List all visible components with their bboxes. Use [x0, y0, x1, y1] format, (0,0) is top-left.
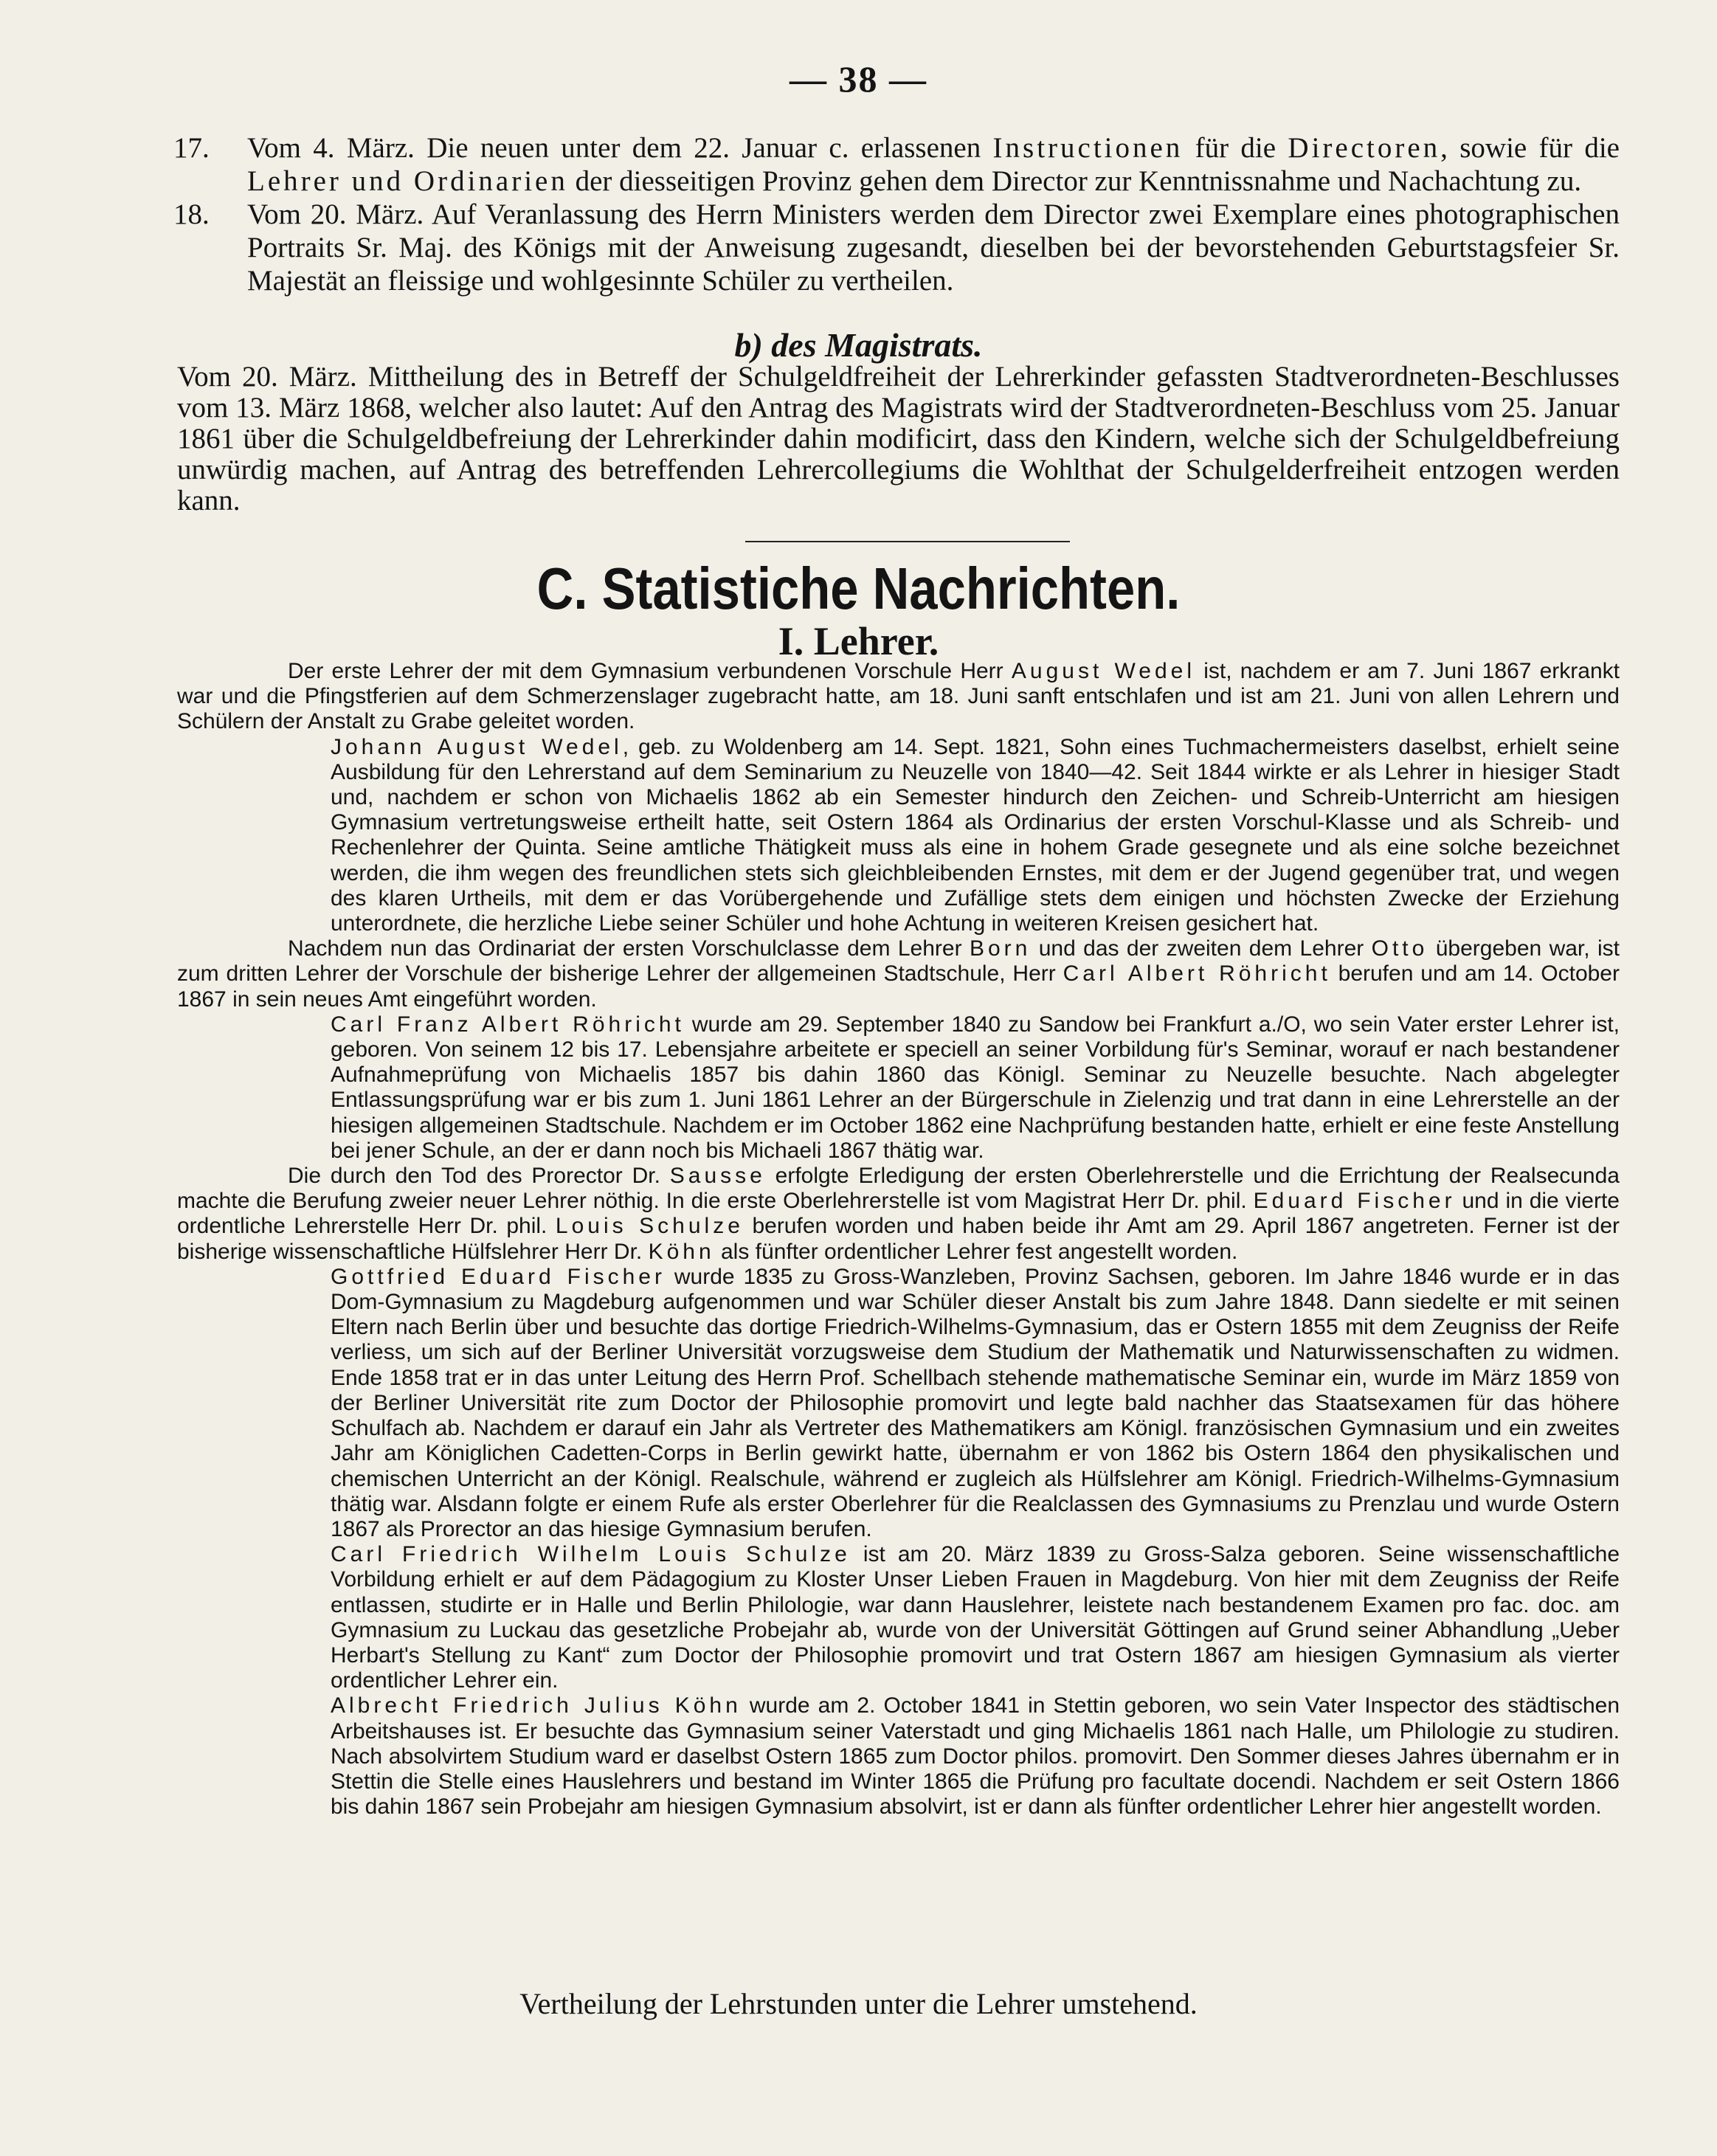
person-name: Born — [969, 936, 1032, 961]
paragraph: Die durch den Tod des Prorector Dr. Sausse erfolgte Erledigung der ersten Oberlehrerstelle und die Errichtung der Realsecunda machte die Berufung zweier neuer Lehrer nöthig. In die erste Oberlehrerstelle ist vom Magistrat Herr Dr. phil. Eduard Fischer und in die vierte ordentliche Lehrerstelle Herr Dr. phil. Louis Schulze berufen worden und haben beide ihr Amt am 29. April 1867 angetreten. Ferner ist der bisherige wissenschaftliche Hülfslehrer Herr Dr. Köhn als fünfter ordentlicher Lehrer fest angestellt worden. — [177, 1164, 1620, 1264]
person-name: Carl Albert Röhricht — [1063, 961, 1331, 987]
item-text: Vom 20. März. Auf Veranlassung des Herrn Ministers werden dem Director zwei Exemplare eines photographischen Portraits Sr. Maj. des Königs mit der Anweisung zugesandt, dieselben bei der bevorstehenden Geburtstagsfeier Sr. Majestät an fleissige und wohlgesinnte Schüler zu vertheilen. — [247, 198, 1620, 297]
paragraph: Carl Friedrich Wilhelm Louis Schulze ist am 20. März 1839 zu Gross-Salza geboren. Seine wissenschaftliche Vorbildung erhielt er auf dem Pädagogium zu Kloster Unser Lieben Frauen in Magdeburg. Von hier mit dem Zeugniss der Reife entlassen, studirte er in Halle und Berlin Philologie, war dann Hauslehrer, leistete nach bestandenem Examen pro fac. doc. am Gymnasium zu Luckau das gesetzliche Probejahr ab, wurde von der Universität Göttingen auf Grund seiner Abhandlung „Ueber Herbart's Stellung zu Kant“ zum Doctor der Philosophie promovirt und trat Ostern 1867 am hiesigen Gymnasium als vierter ordentlicher Lehrer ein. — [331, 1542, 1620, 1693]
subsection-heading: I. Lehrer. — [778, 619, 939, 663]
person-name: August Wedel — [1011, 659, 1195, 683]
person-name: Otto — [1371, 936, 1428, 961]
person-name: Albrecht Friedrich Julius Köhn — [331, 1693, 742, 1718]
footer-note: Vertheilung der Lehrstunden unter die Lehrer umstehend. — [519, 1987, 1198, 2020]
person-name: Carl Franz Albert Röhricht — [331, 1012, 685, 1037]
person-name: Johann August Wedel — [331, 734, 623, 759]
item-number: 18. — [173, 198, 210, 230]
paragraph: Nachdem nun das Ordinariat der ersten Vorschulclasse dem Lehrer Born und das der zweiten dem Lehrer Otto übergeben war, ist zum dritten Lehrer der Vorschule der bisherige Lehrer der allgemeinen Stadtschule, Herr Carl Albert Röhricht berufen und am 14. October 1867 in sein neues Amt eingeführt worden. — [177, 936, 1620, 1012]
section-b-text: Vom 20. März. Mittheilung des in Betreff der Schulgeldfreiheit der Lehrerkinder gefassten Stadtverordneten-Beschlusses vom 13. März 1868, welcher also lautet: Auf den Antrag des Magistrats wird der Stadtverordneten-Beschluss vom 25. Januar 1861 über die Schulgeldbefreiung der Lehrerkinder dahin modificirt, dass den Kindern, welche sich der Schulgeldbefreiung unwürdig machen, auf Antrag des betreffenden Lehrercollegiums die Wohlthat der Schulgelderfreiheit entzogen werden kann. — [177, 361, 1620, 516]
item-number: 17. — [173, 132, 210, 164]
section-a-list — [173, 131, 1620, 297]
divider-rule — [745, 541, 1070, 542]
paragraph: Carl Franz Albert Röhricht wurde am 29. September 1840 zu Sandow bei Frankfurt a./O, wo sein Vater erster Lehrer ist, geboren. Von seinem 12 bis 17. Lebensjahre arbeitete er speciell an seiner Vorbildung für's Seminar, worauf er nach bestandener Aufnahmeprüfung von Michaelis 1857 bis dahin 1860 das Königl. Seminar zu Neuzelle besuchte. Nach abgelegter Entlassungsprüfung war er bis zum 1. Juni 1861 Lehrer an der Bürgerschule in Zielenzig und trat dann in eine Lehrerstelle an der hiesigen allgemeinen Stadtschule. Nachdem er im October 1862 eine Nachprüfung bestanden hatte, erhielt er eine feste Anstellung bei jener Schule, an der er dann noch bis Michaeli 1867 thätig war. — [331, 1012, 1620, 1163]
person-name: Louis Schulze — [555, 1214, 744, 1239]
page-number: — 38 — — [790, 58, 927, 100]
section-heading: C. Statistiche Nachrichten. — [536, 556, 1181, 621]
list-item — [173, 131, 1620, 198]
person-name: Carl Friedrich Wilhelm Louis Schulze — [331, 1542, 851, 1567]
paragraph: Der erste Lehrer der mit dem Gymnasium verbundenen Vorschule Herr August Wedel ist, nachdem er am 7. Juni 1867 erkrankt war und die Pfingstferien auf dem Schmerzenslager zugebracht hatte, am 18. Juni sanft entschlafen und ist am 21. Juni von allen Lehrern und Schülern der Anstalt zu Grabe geleitet worden. — [177, 659, 1620, 734]
paragraph: Albrecht Friedrich Julius Köhn wurde am 2. October 1841 in Stettin geboren, wo sein Vater Inspector des städtischen Arbeitshauses ist. Er besuchte das Gymnasium seiner Vaterstadt und ging Michaelis 1861 nach Halle, um Philologie zu studiren. Nach absolvirtem Studium ward er daselbst Ostern 1865 zum Doctor philos. promovirt. Den Sommer dieses Jahres übernahm er in Stettin die Stelle eines Hauslehrers und bestand im Winter 1865 die Prüfung pro facultate docendi. Nachdem er seit Ostern 1866 bis dahin 1867 sein Probejahr am hiesigen Gymnasium absolvirt, ist er dann als fünfter ordentlicher Lehrer hier angestellt worden. — [331, 1693, 1620, 1820]
paragraph: Gottfried Eduard Fischer wurde 1835 zu Gross-Wanzleben, Provinz Sachsen, geboren. Im Jahre 1846 wurde er in das Dom-Gymnasium zu Magdeburg aufgenommen und war Schüler dieser Anstalt bis zum Jahre 1848. Dann siedelte er mit seinen Eltern nach Berlin über und besuchte das dortige Friedrich-Wilhelms-Gymnasium, das er Ostern 1855 mit dem Zeugniss der Reife verliess, um sich auf der Berliner Universität vorzugsweise dem Studium der Mathematik und Naturwissenschaften zu widmen. Ende 1858 trat er in das unter Leitung des Herrn Prof. Schellbach stehende mathematische Seminar ein, wurde im März 1859 von der Berliner Universität rite zum Doctor der Philosophie promovirt und legte bald nachher das Staatsexamen für das höhere Schulfach ab. Nachdem er darauf ein Jahr als Vertreter des Mathematikers am Königl. französischen Gymnasium und ein zweites Jahr am Königlichen Cadetten-Corps in Berlin gewirkt hatte, übernahm er von 1862 bis Ostern 1864 den physikalischen und chemischen Unterricht an der Königl. Realschule, während er zugleich als Hülfslehrer am Königl. Friedrich-Wilhelms-Gymnasium thätig war. Alsdann folgte er einem Rufe als erster Oberlehrer für die Realclassen des Gymnasiums zu Prenzlau und wurde Ostern 1867 als Prorector an das hiesige Gymnasium berufen. — [331, 1264, 1620, 1541]
person-name: Eduard Fischer — [1253, 1189, 1456, 1214]
list-item — [173, 198, 1620, 297]
paragraph: Johann August Wedel, geb. zu Woldenberg am 14. Sept. 1821, Sohn eines Tuchmachermeisters daselbst, erhielt seine Ausbildung für den Lehrerstand auf dem Seminarium zu Neuzelle von 1840—42. Seit 1844 wirkte er als Lehrer in hiesiger Stadt und, nachdem er schon von Michaelis 1862 ab ein Semester hindurch den Zeichen- und Schreib-Unterricht am hiesigen Gymnasium vertretungsweise ertheilt hatte, seit Ostern 1864 als Ordinarius der ersten Vorschul-Klasse und als Schreib- und Rechenlehrer der Quinta. Seine amtliche Thätigkeit muss als eine in hohem Grade gesegnete und als eine solche bezeichnet werden, die ihm wegen des freundlichen stets sich gleichbleibenden Ernstes, mit dem er der Jugend gegenüber trat, und wegen des klaren Urtheils, mit dem er das Vorübergehende und Zufällige stets dem einigen und höchsten Zwecke der Erziehung unterordnete, die herzliche Liebe seiner Schüler und hohe Achtung in weiteren Kreisen gesichert hat. — [331, 734, 1620, 936]
person-name: Köhn — [648, 1239, 715, 1264]
person-name: Sausse — [669, 1164, 766, 1189]
subheading-magistrats: b) des Magistrats. — [734, 326, 983, 364]
item-text: Vom 4. März. Die neuen unter dem 22. Januar c. erlassenen Instructionen für die Directoren, sowie für die Lehrer und Ordinarien der diesseitigen Provinz gehen dem Director zur Kenntnissnahme und Nachachtung zu. — [247, 132, 1620, 197]
person-name: Gottfried Eduard Fischer — [331, 1264, 666, 1289]
body-text — [177, 659, 1620, 1820]
